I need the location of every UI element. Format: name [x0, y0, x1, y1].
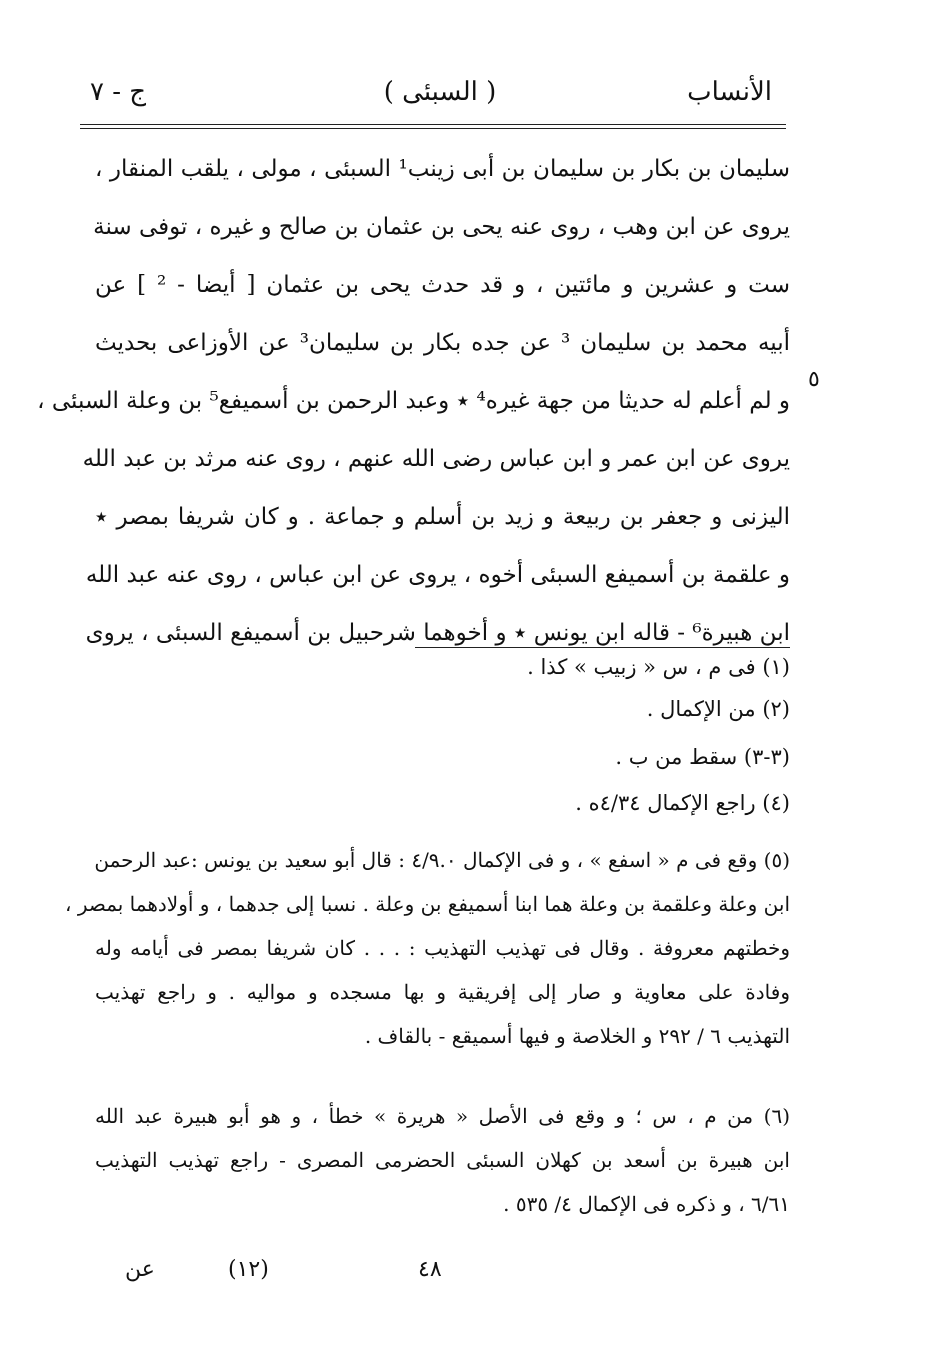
- footnote-1: (١) فى م ، س « زبيب » كذا .: [527, 655, 790, 679]
- text-line: و لم أعلم له حديثا من جهة غيره⁴ ٭ وعبد الرحمن بن أسميفع⁵ بن وعلة السبئى ،: [37, 388, 790, 414]
- footnote-6: [95, 1094, 790, 1226]
- text-line: يروى عن ابن وهب ، روى عنه يحى بن عثمان بن صالح و غيره ، توفى سنة: [93, 214, 790, 240]
- margin-line-number: ٥: [808, 367, 820, 392]
- header-rule-bottom: [80, 128, 786, 129]
- footnote-2: (٢) من الإكمال .: [646, 697, 790, 721]
- text-line: سليمان بن بكار بن سليمان بن أبى زينب¹ السبئى ، مولى ، يلقب المنقار ،: [95, 156, 790, 182]
- footnote-line: ابن هبيرة بن أسعد بن كهلان السبئى الحضرمى المصرى - راجع تهذيب التهذيب: [95, 1148, 790, 1172]
- text-line: ابن هبيرة⁶ - قاله ابن يونس ٭ و أخوهما شرحبيل بن أسميفع السبئى ، يروى: [85, 620, 790, 646]
- catchword: عن: [125, 1257, 155, 1282]
- main-text: [37, 140, 791, 662]
- footnote-separator: [415, 647, 790, 648]
- text-line: و علقمة بن أسميفع السبئى أخوه ، يروى عن ابن عباس ، روى عنه عبد الله: [85, 562, 790, 588]
- footnote-4: (٤) راجع الإكمال ٤/٣٤ه .: [575, 791, 790, 815]
- text-line: اليزنى و جعفر بن ربيعة و زيد بن أسلم و جماعة . و كان شريفا بمصر ٭: [95, 504, 790, 530]
- running-head-book-title: الأنساب: [687, 77, 772, 107]
- footnote-line: (٦) من م ، س ؛ و وقع فى الأصل « هريرة » خطأ ، و هو أبو هبيرة عبد الله: [95, 1104, 790, 1128]
- footnote-5: [65, 838, 790, 1058]
- text-line: ست و عشرين و مائتين ، و قد حدث يحى بن عثمان [ أيضا - ² ] عن: [95, 272, 790, 298]
- footnote-line: وفادة على معاوية و صار إلى إفريقية و بها مسجده و مواليه . و راجع تهذيب: [95, 980, 790, 1004]
- page-number: ٤٨: [418, 1257, 442, 1282]
- header-rule-top: [80, 124, 786, 125]
- running-head-volume: ج - ٧: [90, 77, 147, 107]
- footnote-line: ابن وعلة وعلقمة بن وعلة هما ابنا أسميفع بن وعلة . نسبا إلى جدهما ، و أولادهما بمصر ،: [65, 892, 790, 916]
- footnote-3: (٣-٣) سقط من ب .: [615, 745, 790, 769]
- text-line: أبيه محمد بن سليمان ³ عن جده بكار بن سليمان³ عن الأوزاعى بحديث: [95, 330, 791, 356]
- footnote-line: التهذيب ٦ / ٢٩٢ و الخلاصة و فيها أسميقع - بالقاف .: [364, 1024, 790, 1048]
- footnote-line: (٥) وقع فى م « اسفع » ، و فى الإكمال ٤/٩.٠ : قال أبو سعيد بن يونس :عبد الرحمن: [94, 848, 790, 872]
- footnote-line: ٦/٦١ ، و ذكره فى الإكمال ٤/ ٥٣٥ .: [503, 1192, 790, 1216]
- footnote-line: وخطتهم معروفة . وقال فى تهذيب التهذيب : . . . كان شريفا بمصر فى أيامه وله: [95, 936, 790, 960]
- running-head-entry-title: ( السبئى ): [383, 77, 497, 107]
- text-line: يروى عن ابن عمر و ابن عباس رضى الله عنهم ، روى عنه مرثد بن عبد الله: [82, 446, 790, 472]
- signature-mark: (١٢): [228, 1257, 269, 1282]
